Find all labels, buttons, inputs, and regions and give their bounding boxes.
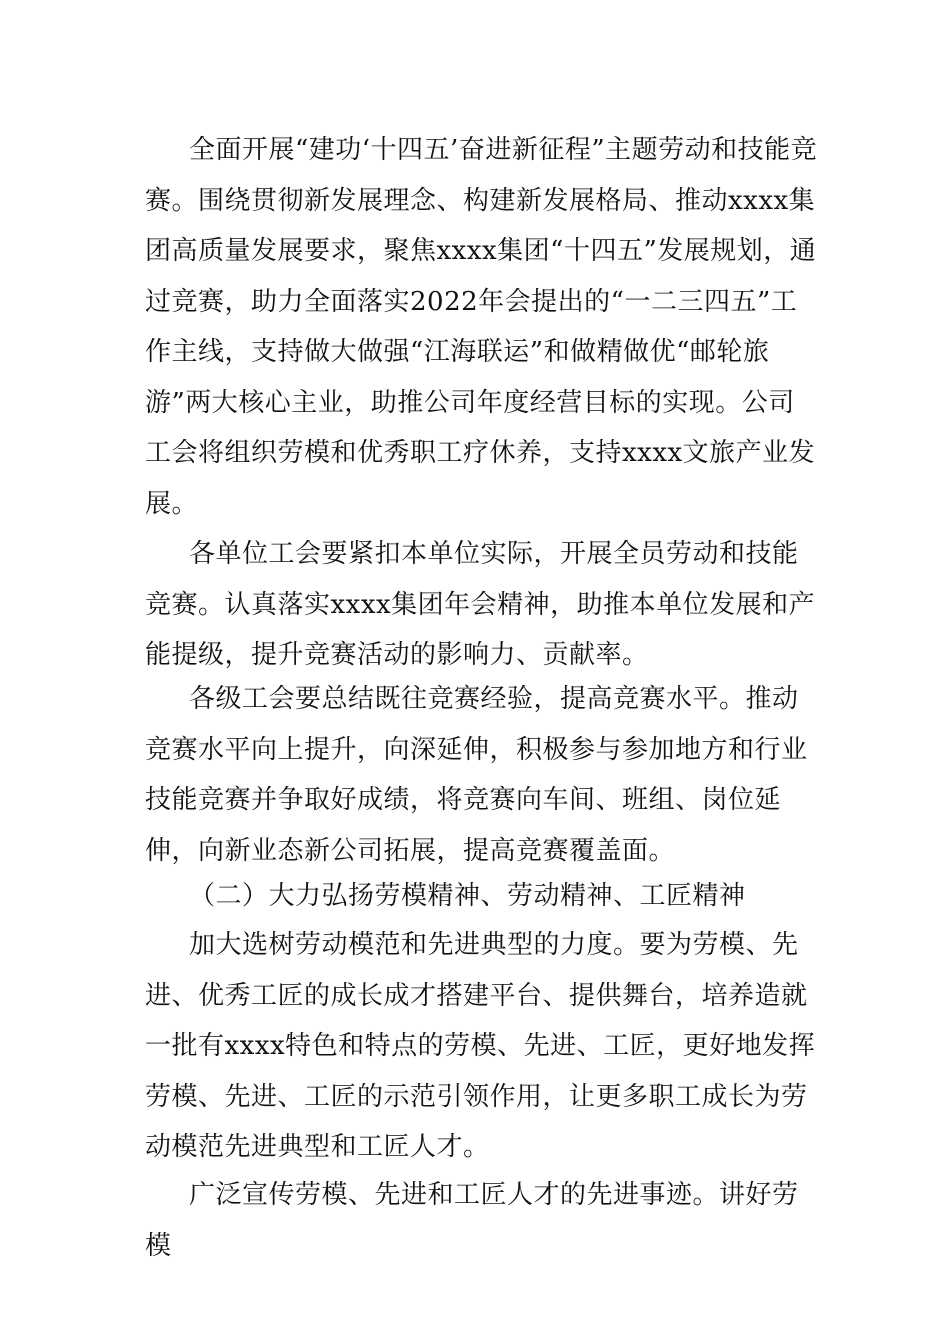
paragraph-competition-experience: 各级工会要总结既往竞赛经验，提高竞赛水平。推动竞赛水平向上提升，向深延伸，积极参与参加地方和行业技能竞赛并争取好成绩，将竞赛向车间、班组、岗位延伸，向新业态新公司拓展，提高竞赛覆盖面。 [145,684,808,866]
paragraph-unit-union: 各单位工会要紧扣本单位实际，开展全员劳动和技能竞赛。认真落实xxxx集团年会精神，助推本单位发展和产能提级，提升竞赛活动的影响力、贡献率。 [145,539,816,670]
paragraph-publicity: 广泛宣传劳模、先进和工匠人才的先进事迹。讲好劳模 [145,1180,799,1261]
section-heading: （二）大力弘扬劳模精神、劳动精神、工匠精神 [189,881,746,911]
paragraph-model-selection: 加大选树劳动模范和先进典型的力度。要为劳模、先进、优秀工匠的成长成才搭建平台、提供舞台，培养造就一批有xxxx特色和特点的劳模、先进、工匠，更好地发挥劳模、先进、工匠的示范引领作用，让更多职工成长为劳动模范先进典型和工匠人才。 [145,930,816,1162]
paragraph-labor-competition: 全面开展“建功‘十四五’奋进新征程”主题劳动和技能竞赛。围绕贯彻新发展理念、构建新发展格局、推动xxxx集团高质量发展要求，聚焦xxxx集团“十四五”发展规划，通过竞赛，助力全面落实2022年会提出的“一二三四五”工作主线，支持做大做强“江海联运”和做精做优“邮轮旅游”两大核心主业，助推公司年度经营目标的实现。公司工会将组织劳模和优秀职工疗休养，支持xxxx文旅产业发展。 [145,135,818,519]
